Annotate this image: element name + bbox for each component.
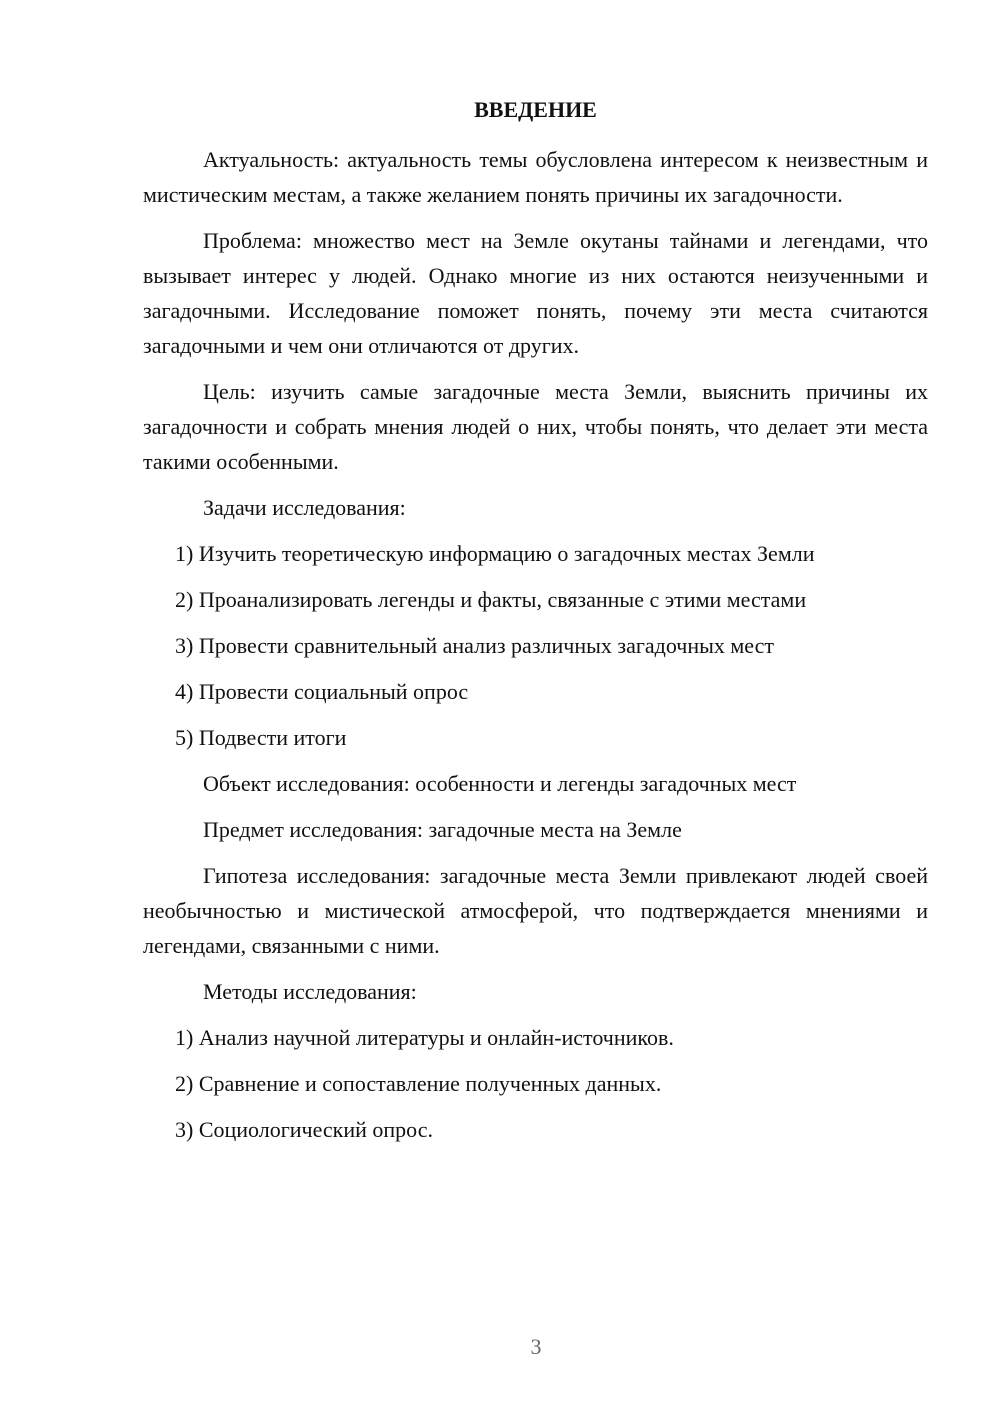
list-item: 1) Изучить теоретическую информацию о загадочных местах Земли: [175, 541, 815, 566]
tasks-list: [143, 536, 928, 755]
methods-list: [143, 1020, 928, 1147]
methods-title: Методы исследования:: [203, 979, 417, 1004]
list-item: 1) Анализ научной литературы и онлайн-источников.: [175, 1025, 674, 1050]
list-item: 4) Провести социальный опрос: [175, 679, 469, 704]
list-item: 3) Провести сравнительный анализ различных загадочных мест: [175, 633, 774, 658]
list-item: 2) Проанализировать легенды и факты, связанные с этими местами: [175, 587, 807, 612]
subject-paragraph: Предмет исследования: загадочные места на Земле: [203, 817, 682, 842]
object-paragraph: Объект исследования: особенности и легенды загадочных мест: [203, 771, 797, 796]
tasks-title: Задачи исследования:: [203, 495, 406, 520]
list-item: 3) Социологический опрос.: [175, 1117, 433, 1142]
list-item: 2) Сравнение и сопоставление полученных данных.: [175, 1071, 662, 1096]
problem-paragraph: Проблема: множество мест на Земле окутаны тайнами и легендами, что вызывает интерес у людей. Однако многие из них остаются неизученными и загадочными. Исследование поможет понять, почему эти места считаются загадочными и чем они отличаются от других.: [143, 228, 928, 358]
relevance-paragraph: Актуальность: актуальность темы обусловлена интересом к неизвестным и мистическим местам, а также желанием понять причины их загадочности.: [143, 147, 928, 207]
section-heading: ВВЕДЕНИЕ: [474, 97, 597, 122]
list-item: 5) Подвести итоги: [175, 725, 347, 750]
hypothesis-paragraph: Гипотеза исследования: загадочные места Земли привлекают людей своей необычностью и мистической атмосферой, что подтверждается мнениями и легендами, связанными с ними.: [143, 863, 928, 958]
page-number: 3: [530, 1334, 542, 1359]
document-body: [143, 142, 928, 1158]
goal-paragraph: Цель: изучить самые загадочные места Земли, выяснить причины их загадочности и собрать мнения людей о них, чтобы понять, что делает эти места такими особенными.: [143, 379, 928, 474]
